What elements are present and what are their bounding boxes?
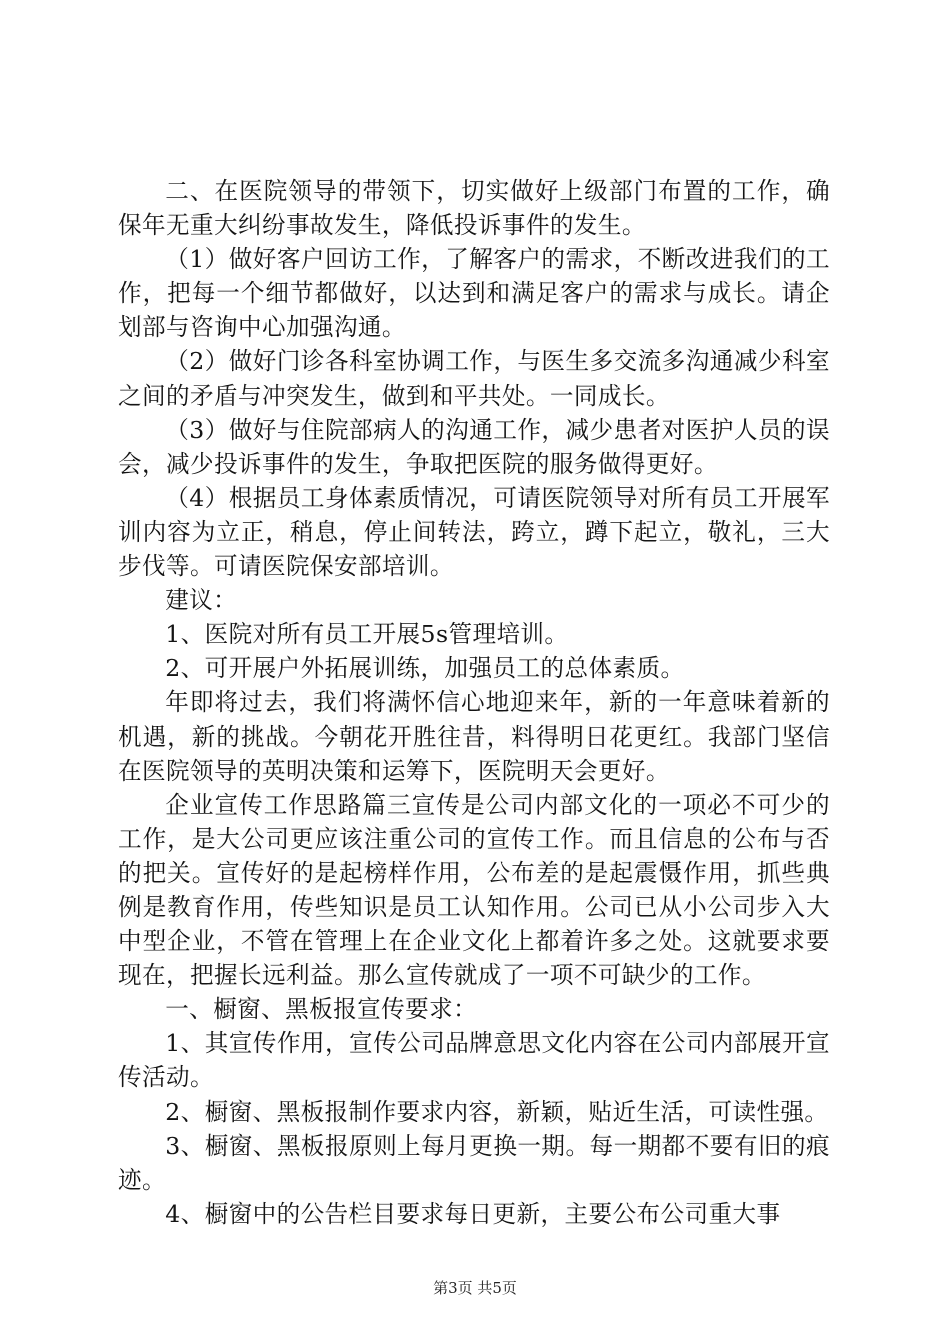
paragraph: 1、其宣传作用，宣传公司品牌意思文化内容在公司内部展开宣传活动。 [118, 1029, 830, 1092]
paragraph: 4、橱窗中的公告栏目要求每日更新，主要公布公司重大事 [165, 1199, 781, 1228]
paragraph: （4）根据员工身体素质情况，可请医院领导对所有员工开展军训内容为立正，稍息，停止间转法，跨立，蹲下起立，敬礼，三大步伐等。可请医院保安部培训。 [118, 483, 830, 581]
paragraph: 一、橱窗、黑板报宣传要求： [165, 995, 478, 1024]
paragraph: （2）做好门诊各科室协调工作，与医生多交流多沟通减少科室之间的矛盾与冲突发生，做到和平共处。一同成长。 [118, 347, 830, 410]
paragraph: 年即将过去，我们将满怀信心地迎来年，新的一年意味着新的机遇，新的挑战。今朝花开胜往昔，料得明日花更红。我部门坚信在医院领导的英明决策和运筹下，医院明天会更好。 [118, 688, 830, 785]
paragraph: 企业宣传工作思路篇三宣传是公司内部文化的一项必不可少的工作，是大公司更应该注重公司的宣传工作。而且信息的公布与否的把关。宣传好的是起榜样作用，公布差的是起震慑作用，抓些典例是教育作用，传些知识是员工认知作用。公司已从小公司步入大中型企业，不管在管理上在企业文化上都着许多之处。这就要求要现在，把握长远利益。那么宣传就成了一项不可缺少的工作。 [118, 790, 830, 990]
document-body [118, 174, 830, 1231]
paragraph: 3、橱窗、黑板报原则上每月更换一期。每一期都不要有旧的痕迹。 [118, 1131, 830, 1194]
paragraph: 2、可开展户外拓展训练，加强员工的总体素质。 [165, 654, 685, 683]
paragraph: 建议： [165, 586, 238, 615]
paragraph: （3）做好与住院部病人的沟通工作，减少患者对医护人员的误会，减少投诉事件的发生，争取把医院的服务做得更好。 [118, 415, 830, 478]
paragraph: 1、医院对所有员工开展5s管理培训。 [165, 620, 569, 649]
paragraph: 二、在医院领导的带领下，切实做好上级部门布置的工作，确保年无重大纠纷事故发生，降低投诉事件的发生。 [118, 177, 830, 240]
paragraph: （1）做好客户回访工作，了解客户的需求，不断改进我们的工作，把每一个细节都做好，以达到和满足客户的需求与成长。请企划部与咨询中心加强沟通。 [118, 245, 830, 342]
paragraph: 2、橱窗、黑板报制作要求内容，新颖，贴近生活，可读性强。 [165, 1097, 829, 1126]
page-number-footer: 第3页 共5页 [433, 1279, 517, 1297]
